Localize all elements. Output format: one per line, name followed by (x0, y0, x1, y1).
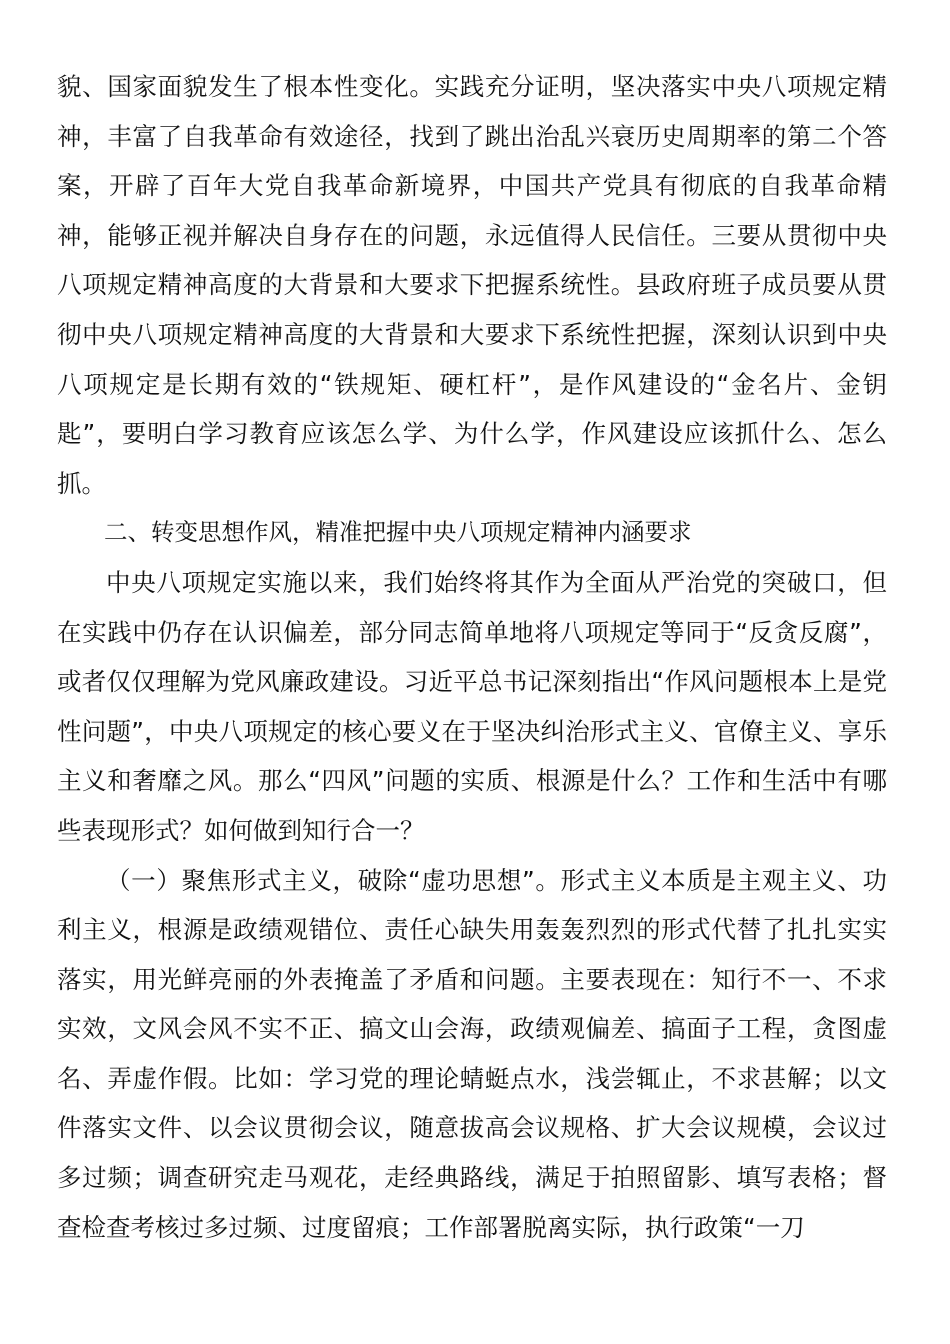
paragraph-intro: 中央八项规定实施以来，我们始终将其作为全面从严治党的突破口，但在实践中仍存在认识偏差，部分同志简单地将八项规定等同于“反贪反腐”，或者仅仅理解为党风廉政建设。习近平总书记深刻指出“作风问题根本上是党性问题”，中央八项规定的核心要义在于坚决纠治形式主义、官僚主义、享乐主义和奢靡之风。那么“四风”问题的实质、根源是什么？工作和生活中有哪些表现形式？如何做到知行合一？ (57, 567, 887, 845)
paragraph-formalism: （一）聚焦形式主义，破除“虚功思想”。形式主义本质是主观主义、功利主义，根源是政绩观错位、责任心缺失用轰轰烈烈的形式代替了扎扎实实落实，用光鲜亮丽的外表掩盖了矛盾和问题。主要表现在：知行不一、不求实效，文风会风不实不正、搞文山会海，政绩观偏差、搞面子工程，贪图虚名、弄虚作假。比如：学习党的理论蜻蜓点水，浅尝辄止，不求甚解；以文件落实文件、以会议贯彻会议，随意拔高会议规格、扩大会议规模，会议过多过频；调查研究走马观花，走经典路线，满足于拍照留影、填写表格；督查检查考核过多过频、过度留痕；工作部署脱离实际，执行政策“一刀 (57, 865, 887, 1242)
section-heading: 二、转变思想作风，精准把握中央八项规定精神内涵要求 (104, 518, 692, 547)
paragraph-continued-text: 貌、国家面貌发生了根本性变化。实践充分证明，坚决落实中央八项规定精神，丰富了自我革命有效途径，找到了跳出治乱兴衰历史周期率的第二个答案，开辟了百年大党自我革命新境界，中国共产党具有彻底的自我革命精神，能够正视并解决自身存在的问题，永远值得人民信任。三要从贯彻中央八项规定精神高度的大背景和大要求下把握系统性。县政府班子成员要从贯彻中央八项规定精神高度的大背景和大要求下系统性把握，深刻认识到中央八项规定是长期有效的“铁规矩、硬杠杆”，是作风建设的“金名片、金钥匙”，要明白学习教育应该怎么学、为什么学，作风建设应该抓什么、怎么抓。 (57, 72, 887, 498)
document-body (57, 62, 887, 1252)
